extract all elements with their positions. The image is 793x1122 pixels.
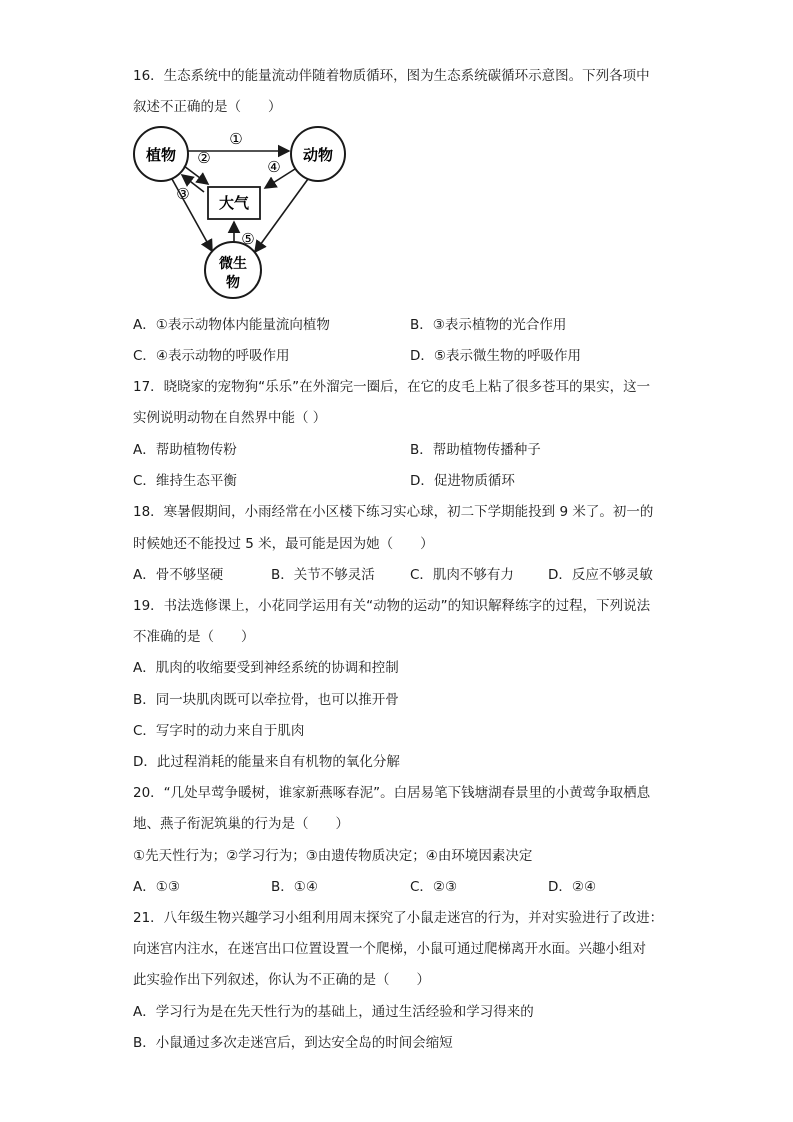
q16-option-a: A．①表示动物体内能量流向植物: [133, 317, 330, 333]
arrow-2: [184, 166, 208, 184]
q19-option-b: B．同一块肌肉既可以牵拉骨，也可以推开骨: [133, 692, 399, 708]
q21-stem-line1: 21．八年级生物兴趣学习小组利用周末探究了小鼠走迷宫的行为，并对实验进行了改进：: [133, 910, 664, 926]
q16-stem-line2: 叙述不正确的是（ ）: [133, 99, 282, 115]
q21-stem-line3: 此实验作出下列叙述，你认为不正确的是（ ）: [133, 972, 430, 988]
q18-stem-line1: 18．寒暑假期间，小雨经常在小区楼下练习实心球，初二下学期能投到 9 米了。初一的: [133, 504, 654, 520]
arrow-animal-microbe: [255, 179, 308, 252]
plant-label: 植物: [145, 146, 177, 164]
q18-option-d: D．反应不够灵敏: [548, 567, 653, 583]
q20-stem-line1: 20．“几处早莺争暖树，谁家新燕啄春泥”。白居易笔下钱塘湖春景里的小黄莺争取栖息: [133, 785, 651, 801]
arrow-4-label: ④: [267, 158, 281, 176]
q20-stem-line2: 地、燕子衔泥筑巢的行为是（ ）: [133, 816, 349, 832]
q18-stem-line2: 时候她还不能投过 5 米，最可能是因为她（ ）: [133, 536, 434, 552]
arrow-1-label: ①: [229, 130, 243, 148]
arrow-3-label: ③: [176, 185, 190, 203]
arrow-plant-microbe: [172, 179, 212, 251]
arrow-2-label: ②: [197, 149, 211, 167]
q16-option-d: D．⑤表示微生物的呼吸作用: [410, 348, 581, 364]
air-label: 大气: [218, 194, 250, 212]
q16-option-b: B．③表示植物的光合作用: [410, 317, 567, 333]
q21-option-b: B．小鼠通过多次走迷宫后，到达安全岛的时间会缩短: [133, 1035, 453, 1051]
q19-option-a: A．肌肉的收缩要受到神经系统的协调和控制: [133, 660, 399, 676]
q21-option-a: A．学习行为是在先天性行为的基础上，通过生活经验和学习得来的: [133, 1004, 534, 1020]
q21-stem-line2: 向迷宫内注水，在迷宫出口位置设置一个爬梯，小鼠可通过爬梯离开水面。兴趣小组对: [133, 941, 646, 957]
q20-option-c: C．②③: [410, 879, 458, 895]
q19-stem-line2: 不准确的是（ ）: [133, 629, 255, 645]
q16-stem-line1: 16．生态系统中的能量流动伴随着物质循环，图为生态系统碳循环示意图。下列各项中: [133, 68, 650, 84]
q16-option-c: C．④表示动物的呼吸作用: [133, 348, 290, 364]
q20-option-d: D．②④: [548, 879, 597, 895]
microbe-label-line1: 微生: [219, 256, 247, 272]
q19-option-d: D．此过程消耗的能量来自有机物的氧化分解: [133, 754, 400, 770]
carbon-cycle-diagram: [128, 118, 358, 308]
q17-option-a: A．帮助植物传粉: [133, 442, 237, 458]
q18-option-c: C．肌肉不够有力: [410, 567, 514, 583]
q17-option-c: C．维持生态平衡: [133, 473, 237, 489]
q17-stem-line1: 17．晓晓家的宠物狗“乐乐”在外溜完一圈后，在它的皮毛上粘了很多苍耳的果实，这一: [133, 379, 651, 395]
q17-stem-line2: 实例说明动物在自然界中能（ ）: [133, 410, 327, 426]
q18-option-b: B．关节不够灵活: [271, 567, 375, 583]
arrow-5-label: ⑤: [241, 230, 255, 248]
microbe-label-line2: 物: [226, 275, 240, 291]
q17-option-d: D．促进物质循环: [410, 473, 515, 489]
animal-label: 动物: [302, 146, 334, 164]
q20-option-b: B．①④: [271, 879, 318, 895]
q20-option-a: A．①③: [133, 879, 180, 895]
q19-option-c: C．写字时的动力来自于肌肉: [133, 723, 305, 739]
q19-stem-line1: 19．书法选修课上，小花同学运用有关“动物的运动”的知识解释练字的过程，下列说法: [133, 598, 651, 614]
q20-stem-line3: ①先天性行为；②学习行为；③由遗传物质决定；④由环境因素决定: [133, 848, 533, 864]
q17-option-b: B．帮助植物传播种子: [410, 442, 541, 458]
q18-option-a: A．骨不够坚硬: [133, 567, 224, 583]
